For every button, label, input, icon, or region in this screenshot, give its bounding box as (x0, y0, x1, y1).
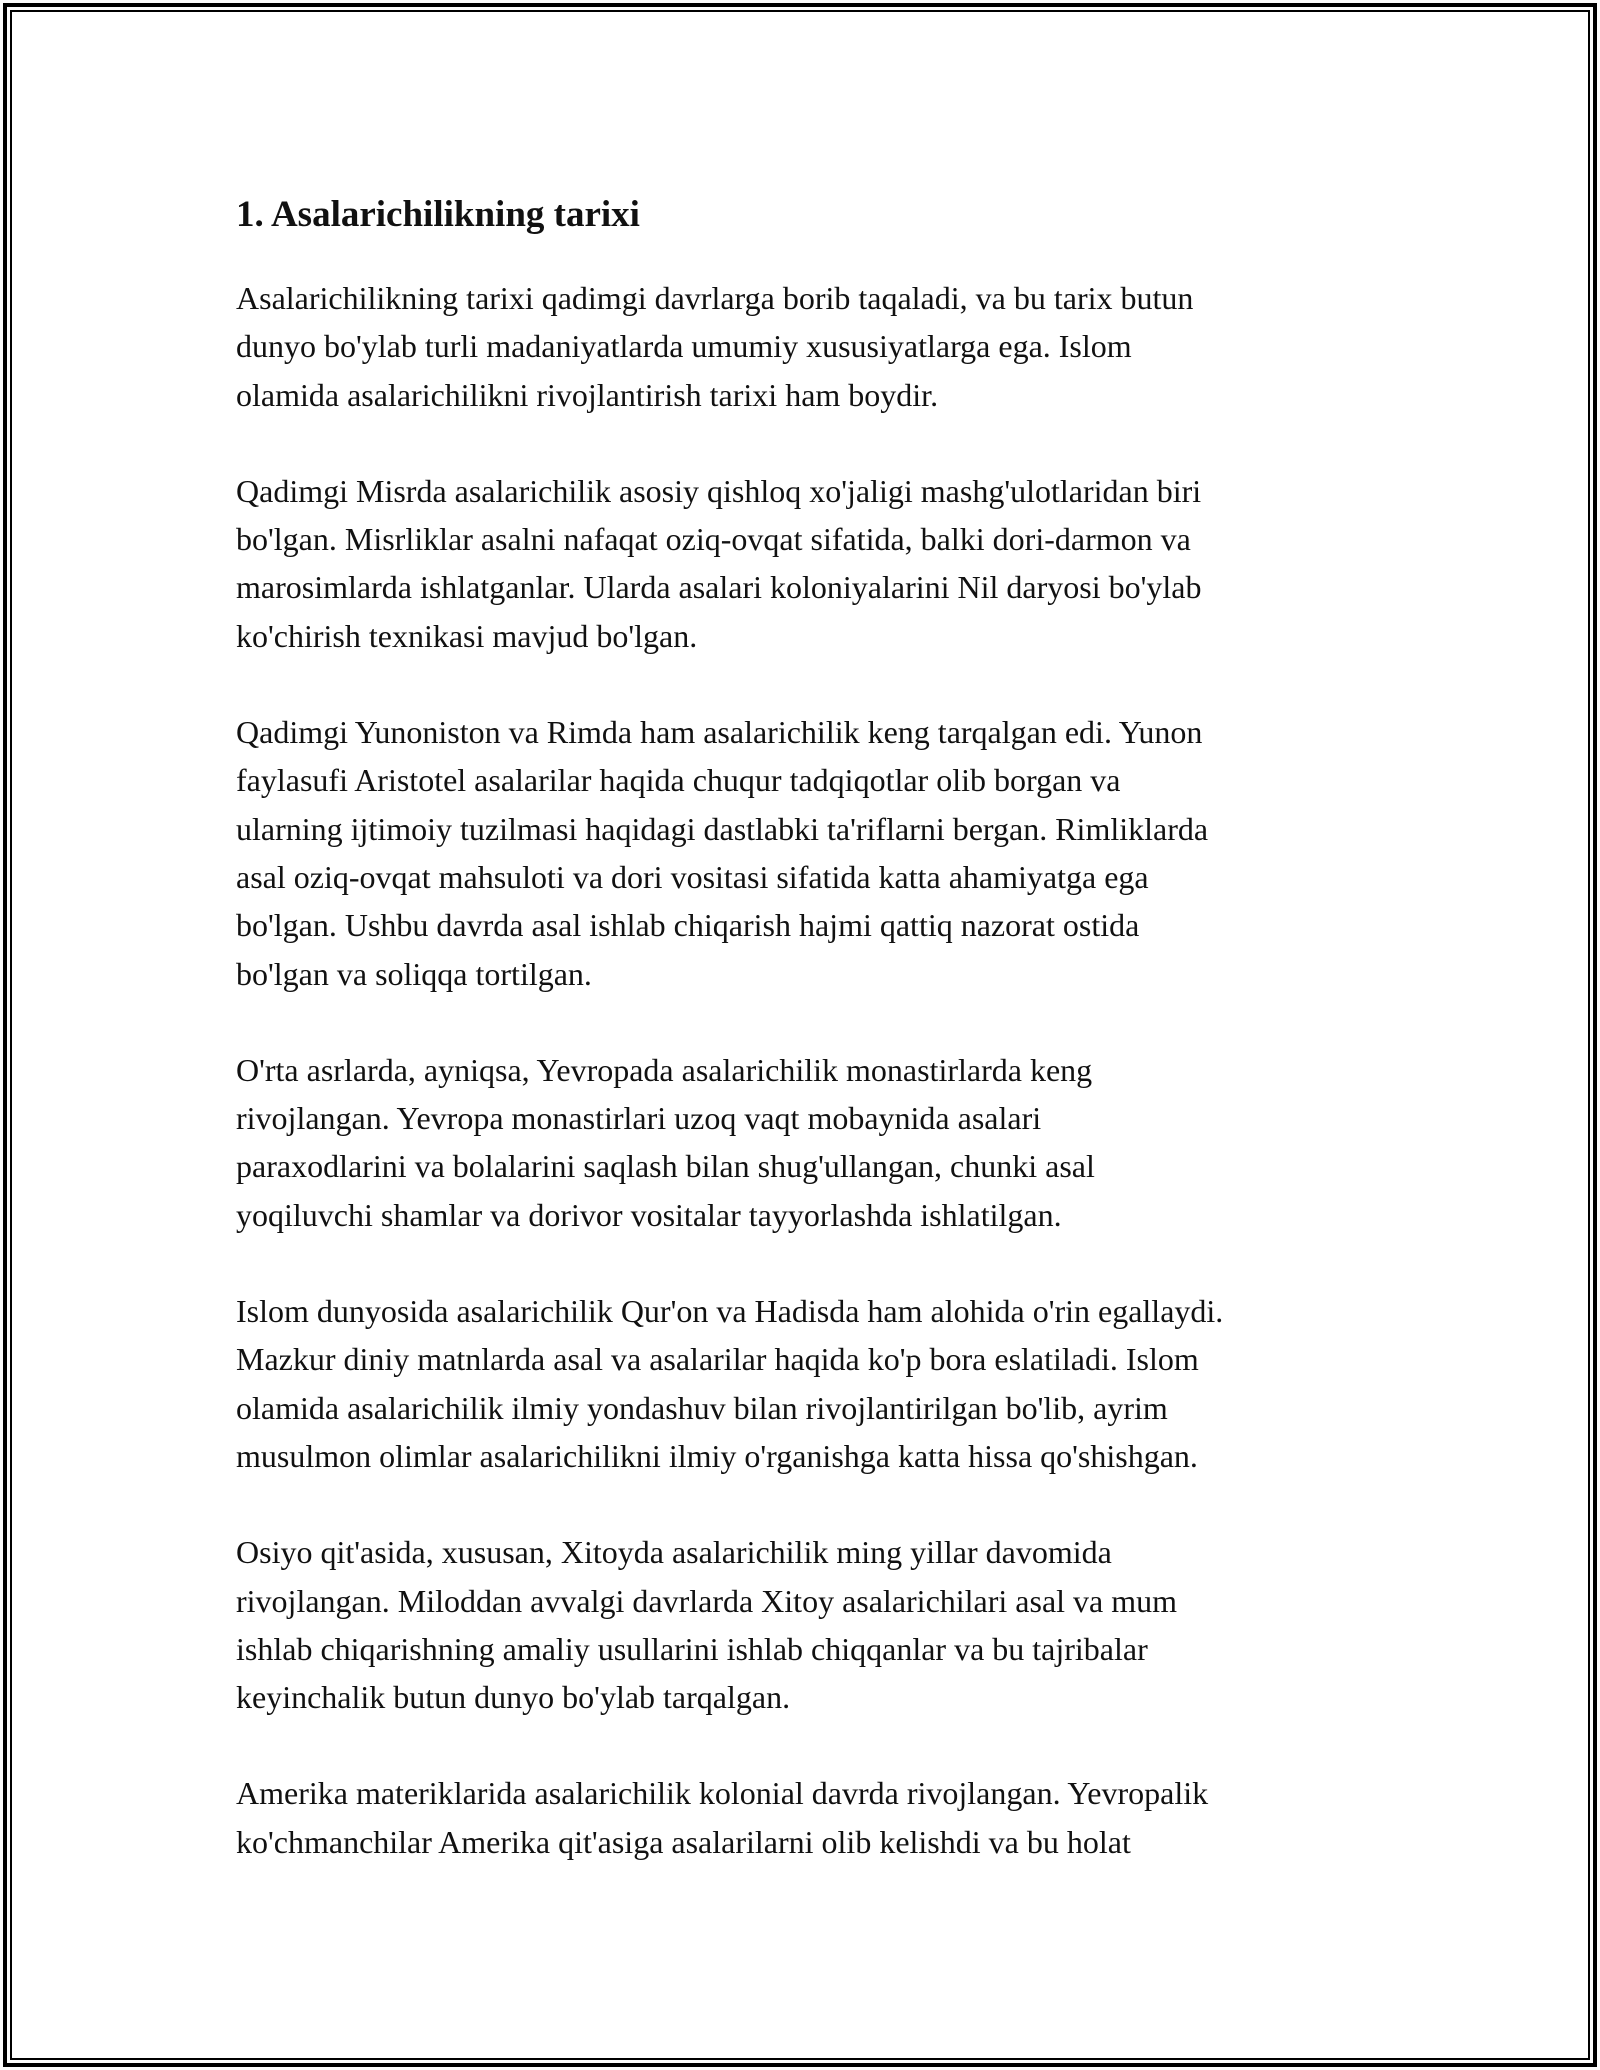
paragraph-greece-rome: Qadimgi Yunoniston va Rimda ham asalarichilik keng tarqalgan edi. Yunon faylasufi Aristotel asalarilar haqida chuqur tadqiqotlar olib borgan va ularning ijtimoiy tuzilmasi haqidagi dastlabki ta'riflarni bergan. Rimliklarda asal oziq-ovqat mahsuloti va dori vositasi sifatida katta ahamiyatga ega bo'lgan. Ushbu davrda asal ishlab chiqarish hajmi qattiq nazorat ostida bo'lgan va soliqqa tortilgan. (236, 714, 1209, 992)
paragraph-intro: Asalarichilikning tarixi qadimgi davrlarga borib taqaladi, va bu tarix butun dunyo bo'ylab turli madaniyatlarda umumiy xususiyatlarga ega. Islom olamida asalarichilikni rivojlantirish tarixi ham boydir. (236, 280, 1194, 413)
paragraph-middle-ages: O'rta asrlarda, ayniqsa, Yevropada asalarichilik monastirlarda keng rivojlangan. Yevropa monastirlari uzoq vaqt mobaynida asalari paraxodlarini va bolalarini saqlash bilan shug'ullangan, chunki asal yoqiluvchi shamlar va dorivor vositalar tayyorlashda ishlatilgan. (236, 1051, 1095, 1233)
paragraph-america: Amerika materiklarida asalarichilik kolonial davrda rivojlangan. Yevropalik ko'chmanchilar Amerika qit'asiga asalarilarni olib kelishdi va bu holat (236, 1775, 1209, 1860)
paragraph-asia: Osiyo qit'asida, xususan, Xitoyda asalarichilik ming yillar davomida rivojlangan. Miloddan avvalgi davrlarda Xitoy asalarichilari asal va mum ishlab chiqarishning amaliy usullarini ishlab chiqqanlar va bu tajribalar keyinchalik butun dunyo bo'ylab tarqalgan. (236, 1534, 1178, 1716)
paragraph-egypt: Qadimgi Misrda asalarichilik asosiy qishloq xo'jaligi mashg'ulotlaridan biri bo'lgan. Misrliklar asalni nafaqat oziq-ovqat sifatida, balki dori-darmon va marosimlarda ishlatganlar. Ularda asalari koloniyalarini Nil daryosi bo'ylab ko'chirish texnikasi mavjud bo'lgan. (236, 472, 1202, 654)
document-body (236, 186, 1376, 1914)
paragraph-islam: Islom dunyosida asalarichilik Qur'on va Hadisda ham alohida o'rin egallaydi. Mazkur diniy matnlarda asal va asalarilar haqida ko'p bora eslatiladi. Islom olamida asalarichilik ilmiy yondashuv bilan rivojlantirilgan bo'lib, ayrim musulmon olimlar asalarichilikni ilmiy o'rganishga katta hissa qo'shishgan. (236, 1293, 1224, 1474)
section-heading: 1. Asalarichilikning tarixi (236, 194, 640, 235)
